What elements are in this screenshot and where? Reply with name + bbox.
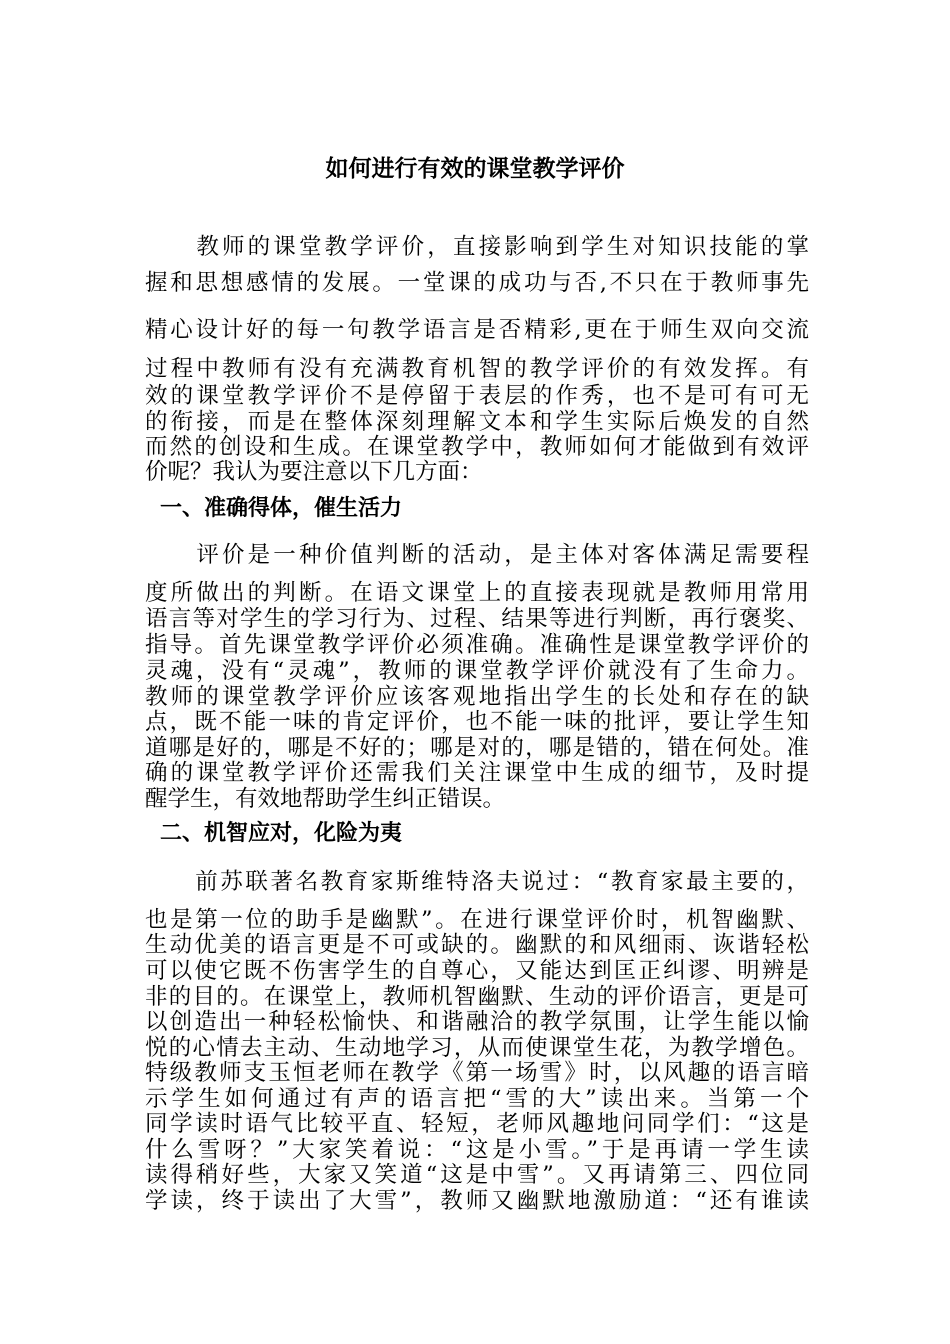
section-2-line: 生动优美的语言更是不可或缺的。幽默的和风细雨、诙谐轻松 bbox=[145, 932, 809, 958]
section-2-line: 同学读时语气比较平直、轻短，老师风趣地问同学们：“这是 bbox=[145, 1111, 809, 1137]
section-1-line: 评价是一种价值判断的活动，是主体对客体满足需要程 bbox=[145, 542, 809, 568]
intro-line: 价呢？我认为要注意以下几方面： bbox=[145, 459, 483, 485]
section-2-line: 也是第一位的助手是幽默”。在进行课堂评价时，机智幽默、 bbox=[145, 907, 809, 933]
intro-line: 效的课堂教学评价不是停留于表层的作秀，也不是可有可无 bbox=[145, 383, 809, 409]
section-2-line: 什么雪呀？”大家笑着说：“这是小雪。”于是再请一学生读 bbox=[145, 1137, 809, 1163]
section-1-line: 教师的课堂教学评价应该客观地指出学生的长处和存在的缺 bbox=[145, 684, 809, 710]
intro-line: 教师的课堂教学评价，直接影响到学生对知识技能的掌 bbox=[145, 234, 809, 260]
section-1-heading: 一、准确得体，催生活力 bbox=[160, 496, 403, 521]
section-1-line: 醒学生，有效地帮助学生纠正错误。 bbox=[145, 786, 506, 812]
section-2-line: 以创造出一种轻松愉快、和谐融洽的教学氛围，让学生能以愉 bbox=[145, 1009, 809, 1035]
intro-line: 而然的创设和生成。在课堂教学中，教师如何才能做到有效评 bbox=[145, 434, 809, 460]
section-1-line: 灵魂，没有“灵魂”，教师的课堂教学评价就没有了生命力。 bbox=[145, 658, 809, 684]
section-1-line: 语言等对学生的学习行为、过程、结果等进行判断，再行褒奖、 bbox=[145, 606, 809, 632]
intro-line: 的衔接，而是在整体深刻理解文本和学生实际后焕发的自然 bbox=[145, 409, 809, 435]
section-2-line: 悦的心情去主动、生动地学习，从而使课堂生花，为教学增色。 bbox=[145, 1035, 809, 1061]
intro-line: 精心设计好的每一句教学语言是否精彩,更在于师生双向交流 bbox=[145, 317, 809, 343]
section-2-line: 非的目的。在课堂上，教师机智幽默、生动的评价语言，更是可 bbox=[145, 984, 809, 1010]
section-2-line: 读得稍好些，大家又笑道“这是中雪”。又再请第三、四位同 bbox=[145, 1162, 809, 1188]
section-2-line: 可以使它既不伤害学生的自尊心，又能达到匡正纠谬、明辨是 bbox=[145, 958, 809, 984]
document-title: 如何进行有效的课堂教学评价 bbox=[325, 156, 625, 182]
section-2-line: 前苏联著名教育家斯维特洛夫说过：“教育家最主要的， bbox=[145, 869, 809, 895]
section-1-line: 点，既不能一味的肯定评价，也不能一味的批评，要让学生知 bbox=[145, 709, 809, 735]
section-1-line: 道哪是好的，哪是不好的；哪是对的，哪是错的，错在何处。准 bbox=[145, 735, 809, 761]
section-1-line: 确的课堂教学评价还需我们关注课堂中生成的细节，及时提 bbox=[145, 760, 809, 786]
section-2-line: 学读，终于读出了大雪”，教师又幽默地激励道：“还有谁读 bbox=[145, 1188, 809, 1214]
section-2-heading: 二、机智应对，化险为夷 bbox=[160, 821, 403, 846]
intro-line: 过程中教师有没有充满教育机智的教学评价的有效发挥。有 bbox=[145, 356, 809, 382]
section-2-line: 示学生如何通过有声的语言把“雪的大”读出来。当第一个 bbox=[145, 1086, 809, 1112]
intro-line: 握和思想感情的发展。一堂课的成功与否,不只在于教师事先 bbox=[145, 270, 809, 296]
section-1-line: 指导。首先课堂教学评价必须准确。准确性是课堂教学评价的 bbox=[145, 632, 809, 658]
section-1-line: 度所做出的判断。在语文课堂上的直接表现就是教师用常用 bbox=[145, 580, 809, 606]
section-2-line: 特级教师支玉恒老师在教学《第一场雪》时，以风趣的语言暗 bbox=[145, 1060, 809, 1086]
